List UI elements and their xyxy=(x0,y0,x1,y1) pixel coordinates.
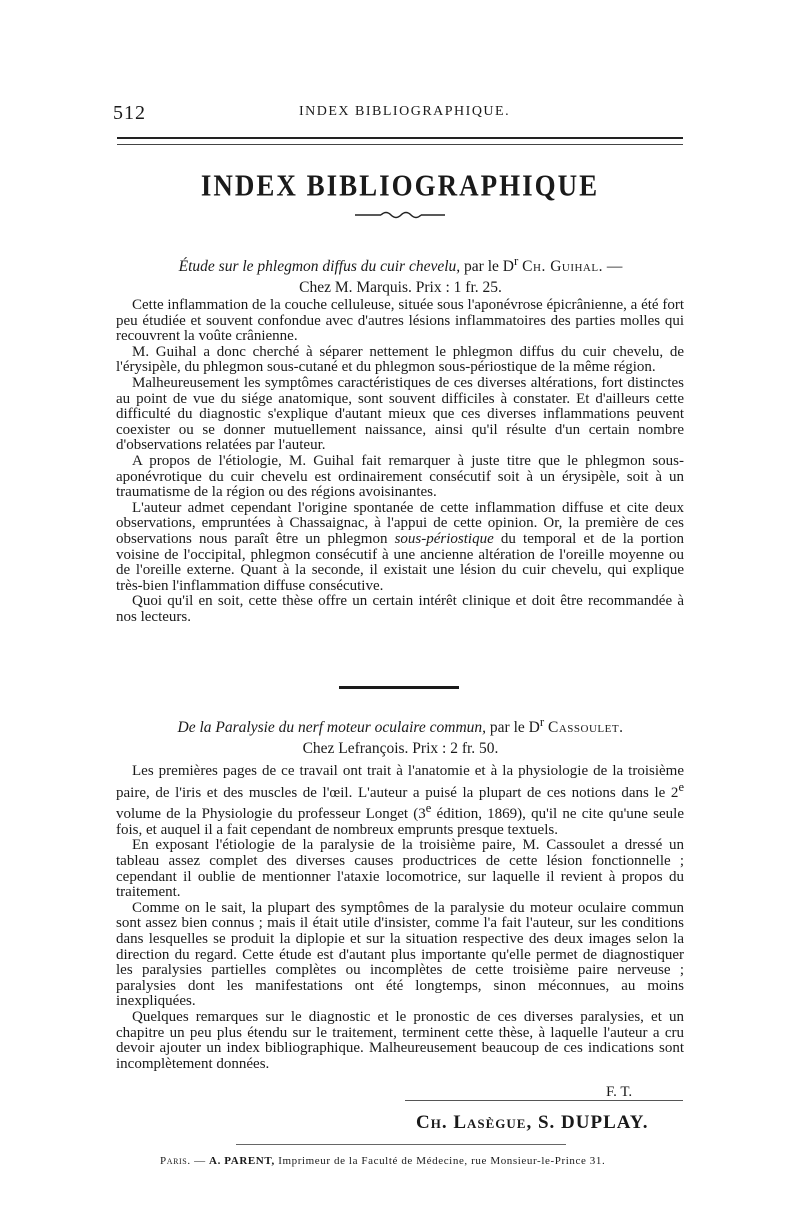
paragraph: Cette inflammation de la couche celluleuse, située sous l'aponévrose épicrânienne, a été fort peu étudiée et souvent confondue avec d'autres lésions inflammatoires des parties molles qui recouvrent la voûte crânienne. xyxy=(116,297,684,345)
title-ornament xyxy=(355,209,445,221)
review-1-reference: Étude sur le phlegmon diffus du cuir chevelu, par le $D^r$ Ch. Guihal. — Chez M. Marquis. Prix : 1 fr. 25. xyxy=(118,250,683,298)
review-1-title: Étude sur le phlegmon diffus du cuir chevelu, xyxy=(178,258,461,276)
review-2-publisher: Chez Lefrançois. Prix : 2 fr. 50. xyxy=(302,740,499,758)
review-2-reference: De la Paralysie du nerf moteur oculaire commun, par le $D^r$ Cassoulet. Chez Lefrançois. Prix : 2 fr. 50. xyxy=(118,711,683,759)
signature-rule xyxy=(405,1100,683,1101)
running-title: INDEX BIBLIOGRAPHIQUE. xyxy=(299,104,511,119)
review-1-publisher: Chez M. Marquis. Prix : 1 fr. 25. xyxy=(299,279,502,297)
paragraph: Les premières pages de ce travail ont trait à l'anatomie et à la physiologie de la troisième paire, de l'iris et des muscles de l'œil. L'auteur a puisé la plupart de ces notions dans le 2e volume de la Physiologie du professeur Longet (3e édition, 1869), qu'il ne cite qu'une seule fois, et auquel il a fait cependant de nombreux emprunts presque textuels. xyxy=(116,763,685,838)
review-2-author: Cassoulet. xyxy=(548,719,624,737)
paragraph: A propos de l'étiologie, M. Guihal fait remarquer à juste titre que le phlegmon sous-aponévrotique du cuir chevelu est ordinairement consécutif soit à un érysipèle, soit à un traumatisme de la région ou des régions avoisinantes. xyxy=(116,452,684,501)
page-header xyxy=(113,102,688,126)
page-title: INDEX BIBLIOGRAPHIQUE xyxy=(200,167,600,203)
paragraph: Quoi qu'il en soit, cette thèse offre un certain intérêt clinique et doit être recommandée à nos lecteurs. xyxy=(116,593,684,625)
footer-rule xyxy=(236,1144,566,1145)
header-rule xyxy=(117,137,683,145)
paragraph: M. Guihal a donc cherché à séparer nettement le phlegmon diffus du cuir chevelu, de l'érysipèle, du phlegmon sous-cutané et du phlegmon sous-périostique de la même région. xyxy=(116,343,684,376)
paragraph: Malheureusement les symptômes caractéristiques de ces diverses altérations, fort distinctes au point de vue du siége anatomique, sont souvent difficiles à constater. Et d'ailleurs cette difficulté du diagnostic s'explique d'autant mieux que ces diverses inflammations peuvent coexister ou se donner mutuellement naissance, ainsi qu'il résulte d'un certain nombre d'observations relatées par l'auteur. xyxy=(116,374,684,454)
editors-signature: Ch. Lasègue, S. DUPLAY. xyxy=(416,1112,649,1133)
review-1-author: Ch. Guihal. xyxy=(522,258,603,276)
paragraph: Quelques remarques sur le diagnostic et le pronostic de ces diverses paralysies, et un chapitre un peu plus étendu sur le traitement, terminent cette thèse, à laquelle l'auteur a cru devoir ajouter un index bibliographique. Malheureusement beaucoup de ces indications sont incomplètement données. xyxy=(116,1008,684,1072)
paragraph: En exposant l'étiologie de la paralysie de la troisième paire, M. Cassoulet a dressé un tableau assez complet des diverses causes productrices de cette lésion fonctionnelle ; cependant il oublie de mentionner l'ataxie locomotrice, sur laquelle il revient à propos du traitement. xyxy=(116,837,684,901)
printer-imprint: Paris. — A. PARENT, Imprimeur de la Faculté de Médecine, rue Monsieur-le-Prince 31. xyxy=(160,1155,606,1167)
section-divider xyxy=(339,686,459,689)
paragraph: Comme on le sait, la plupart des symptômes de la paralysie du moteur oculaire commun sont assez bien connus ; mais il était utile d'insister, comme l'a fait l'auteur, sur les conditions dans lesquelles se produit la diplopie et sur la situation respective des deux images selon la direction du regard. Cette étude est d'autant plus importante qu'elle permet de diagnostiquer les paralysies partielles complètes ou incomplètes de cette troisième paire nerveuse ; paralysies dont les manifestations ont été longtemps, sinon méconnues, au moins inexpliquées. xyxy=(116,899,684,1010)
page-number: 512 xyxy=(113,102,146,124)
review-signoff: F. T. xyxy=(606,1084,633,1100)
review-1-body xyxy=(116,298,684,625)
paragraph: L'auteur admet cependant l'origine spontanée de cette inflammation diffuse et cite deux observations, empruntées à Chassaignac, à l'appui de cette opinion. Or, la première de ces observations nous paraît être un phlegmon sous-périostique du temporal et de la portion voisine de l'occipital, phlegmon consécutif à une ancienne altération de l'oreille moyenne ou de l'oreille externe. Quant à la seconde, il existait une lésion du cuir chevelu, qui explique très-bien l'inflammation diffuse consécutive. xyxy=(116,499,685,594)
review-2-body xyxy=(116,764,684,1072)
review-2-title: De la Paralysie du nerf moteur oculaire commun, xyxy=(177,719,487,737)
